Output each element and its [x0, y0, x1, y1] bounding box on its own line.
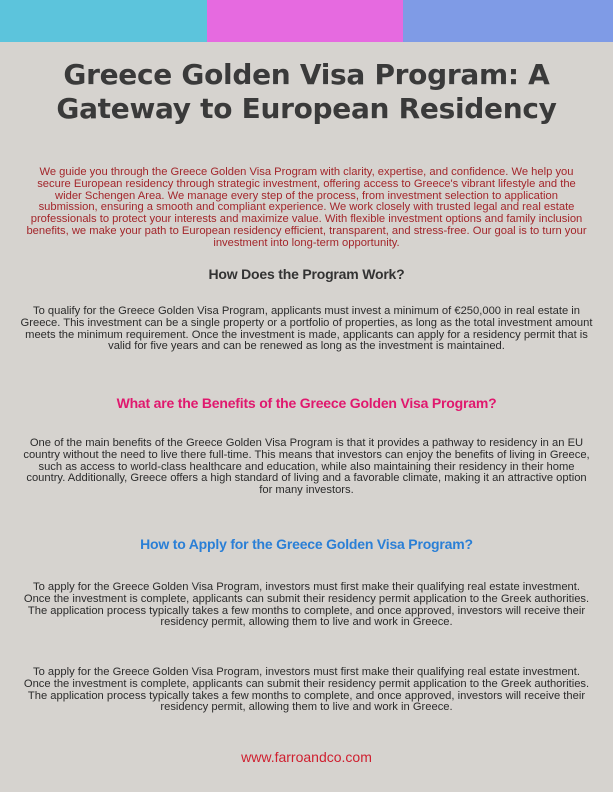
intro-paragraph: We guide you through the Greece Golden Visa Program with clarity, expertise, and confidence. We help you secure European residency through strategic investment, offering access to Greece's vibrant lifestyle and the wider Schengen Area. We manage every step of the process, from investment selection to application submission, ensuring a smooth and compliant experience. We work closely with trusted legal and real estate professionals to protect your interests and maximize value. With flexible investment options and family inclusion benefits, we make your path to European residency efficient, transparent, and stress-free. Our goal is to turn your investment into long-term opportunity.	[26, 166, 587, 249]
benefits-heading: What are the Benefits of the Greece Golden Visa Program?	[116, 395, 497, 411]
top-bar-pink-segment	[207, 0, 403, 42]
how-program-works-heading: How Does the Program Work?	[208, 266, 405, 282]
how-to-apply-paragraph: To apply for the Greece Golden Visa Program, investors must first make their qualifying real estate investment. Once the investment is complete, applicants can submit their residency permit application to the Greek authorities. The application process typically takes a few months to complete, and once approved, investors will receive their residency permit, allowing them to live and work in Greece.	[23, 581, 590, 629]
how-to-apply-paragraph-repeat: To apply for the Greece Golden Visa Program, investors must first make their qualifying real estate investment. Once the investment is complete, applicants can submit their residency permit application to the Greek authorities. The application process typically takes a few months to complete, and once approved, investors will receive their residency permit, allowing them to live and work in Greece.	[23, 666, 590, 714]
top-bar-cyan-segment	[0, 0, 207, 42]
top-bar-blue-segment	[403, 0, 613, 42]
page-title: Greece Golden Visa Program: A Gateway to European Residency	[56, 58, 557, 125]
top-color-bar	[0, 0, 613, 42]
website-link[interactable]: www.farroandco.com	[241, 749, 372, 765]
how-program-works-paragraph: To qualify for the Greece Golden Visa Program, applicants must invest a minimum of €250,000 in real estate in Greece. This investment can be a single property or a portfolio of properties, as long as the total investment amount meets the minimum requirement. Once the investment is made, applicants can apply for a residency permit that is valid for five years and can be renewed as long as the investment is maintained.	[20, 305, 593, 353]
benefits-paragraph: One of the main benefits of the Greece Golden Visa Program is that it provides a pathway to residency in an EU country without the need to live there full-time. This means that investors can enjoy the benefits of living in Greece, such as access to world-class healthcare and education, while also maintaining their residency in their home country. Additionally, Greece offers a high standard of living and a favorable climate, making it an attractive option for many investors.	[23, 437, 590, 497]
how-to-apply-heading: How to Apply for the Greece Golden Visa Program?	[140, 536, 473, 552]
